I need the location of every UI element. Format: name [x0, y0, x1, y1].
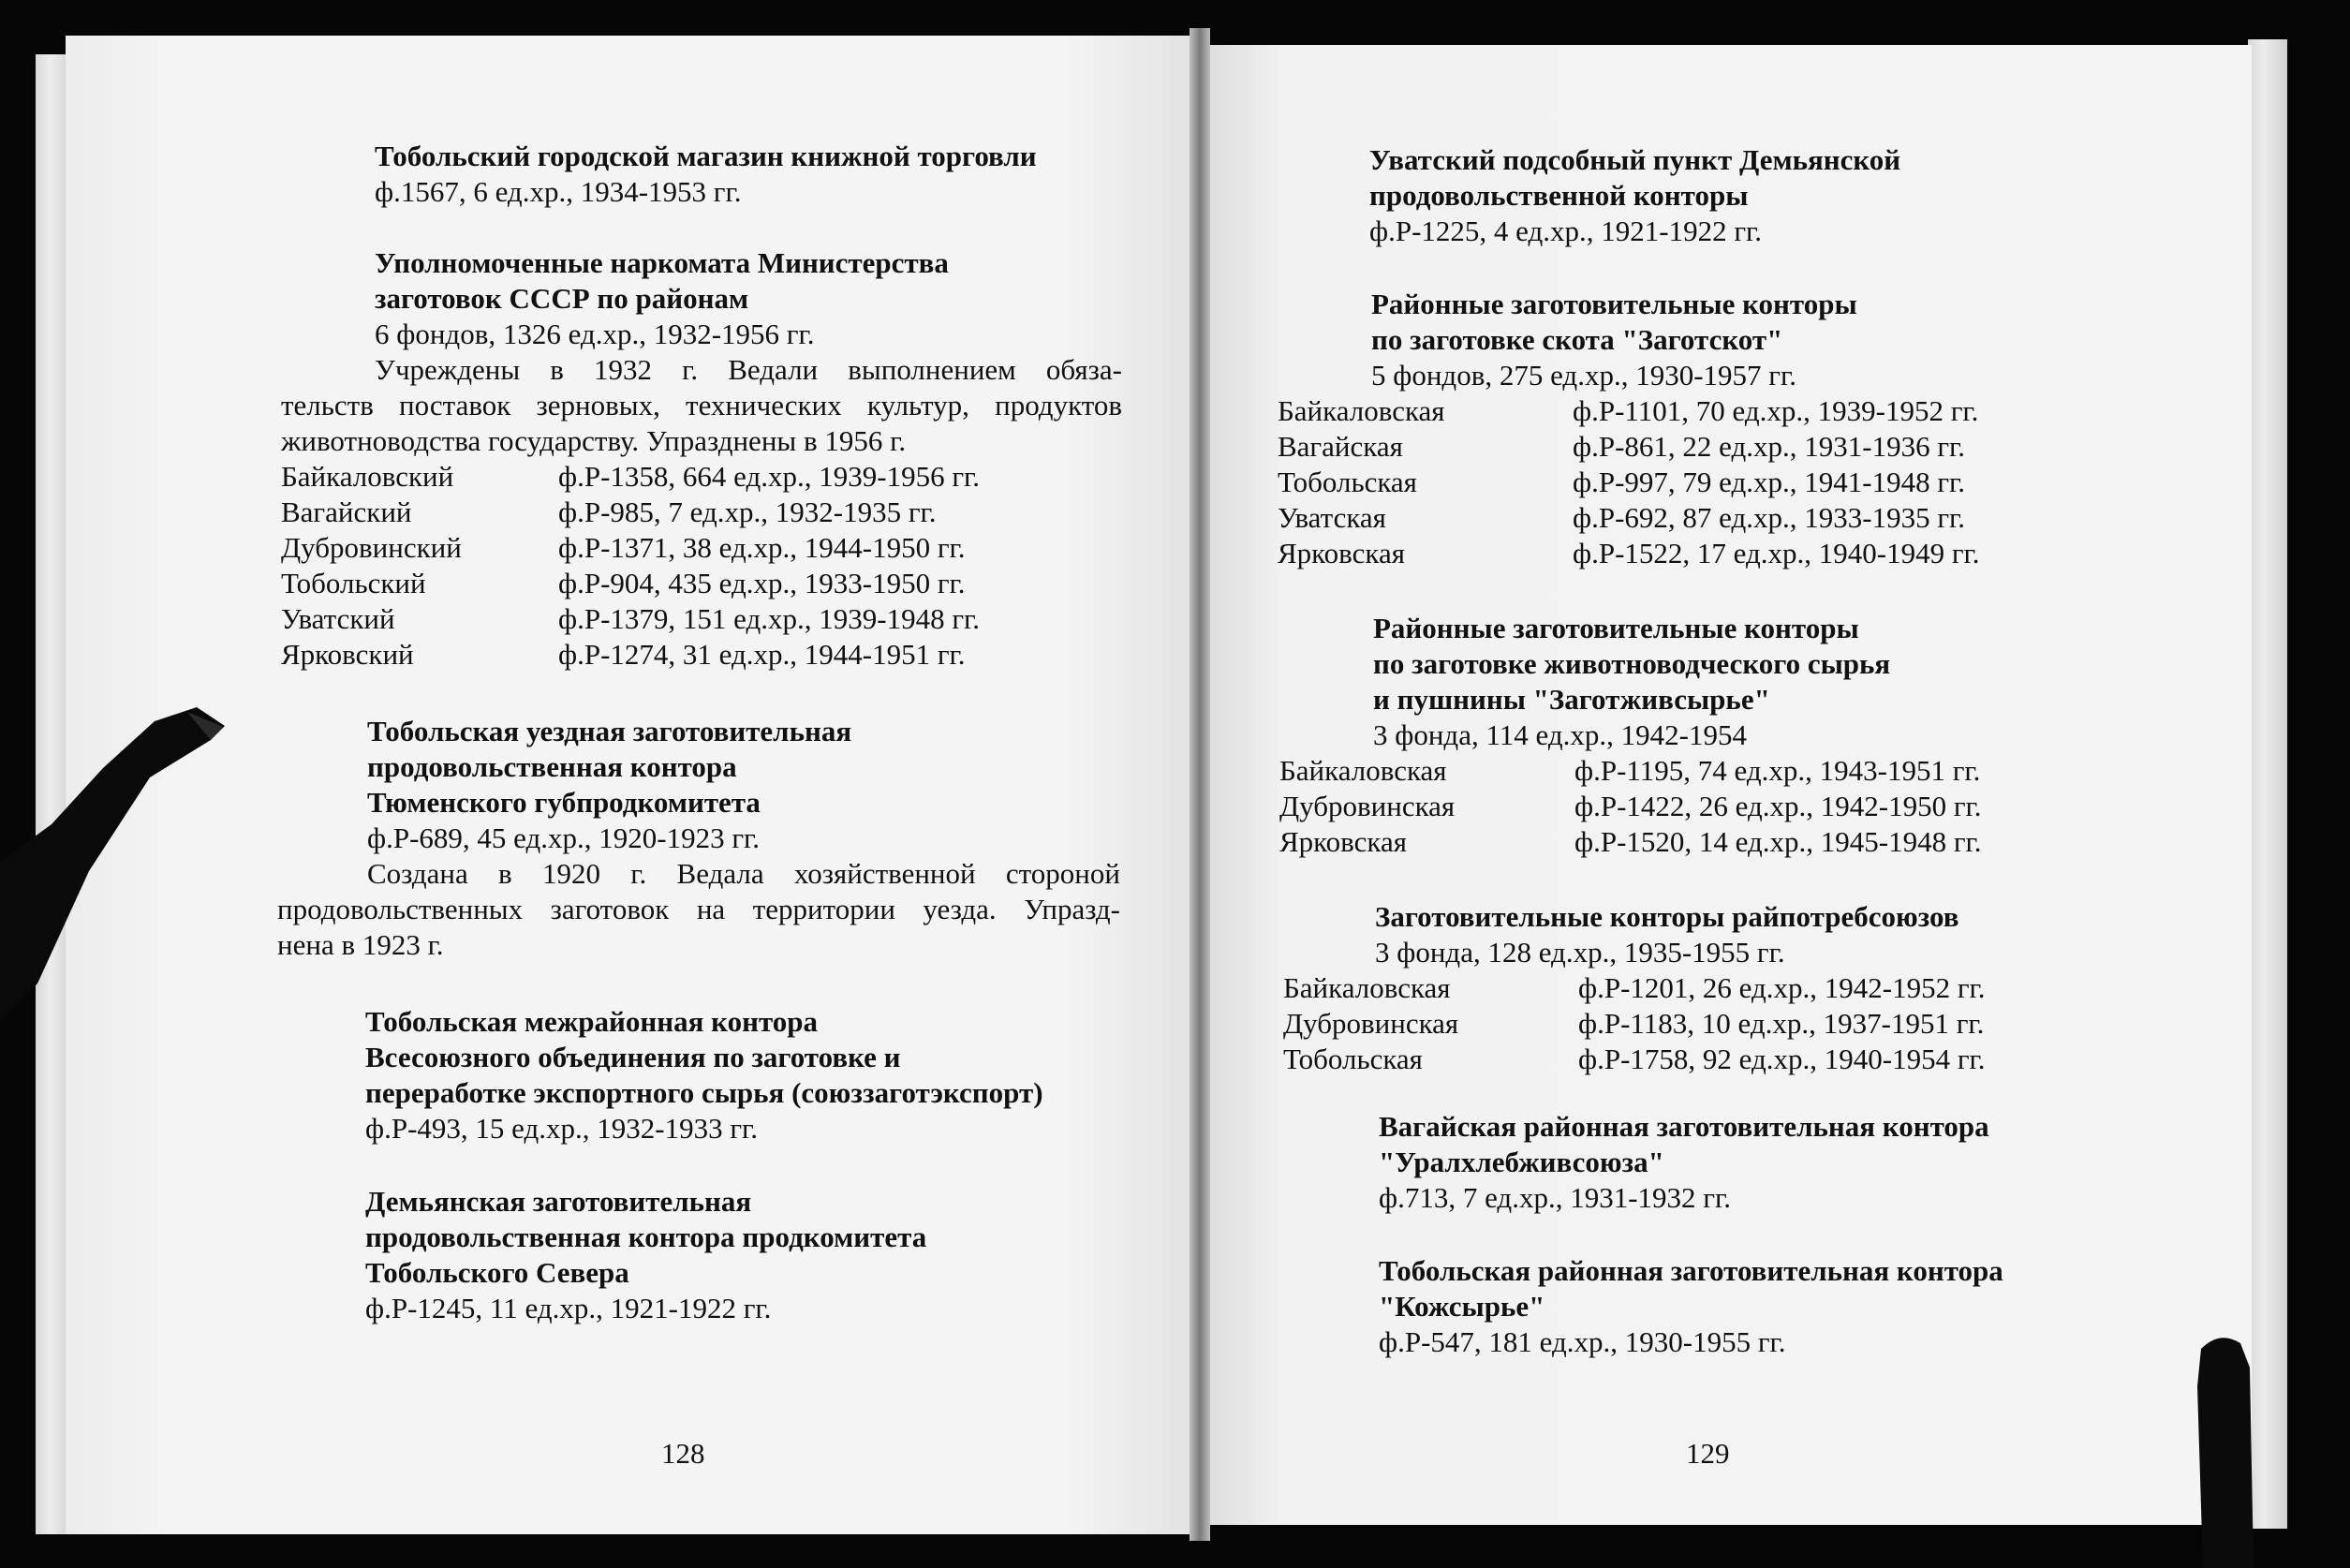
section-heading: "Кожсырье": [1379, 1290, 1545, 1323]
district-name: Тобольский: [281, 567, 426, 599]
district-name: Уватская: [1278, 501, 1386, 534]
fund-info: ф.713, 7 ед.хр., 1931-1932 гг.: [1379, 1181, 1731, 1214]
section-heading: Уполномоченные наркомата Министерства: [375, 246, 949, 279]
fund-row: [1279, 789, 2122, 824]
district-name: Ярковская: [1279, 825, 1407, 858]
section-heading: и пушнины "Заготживсырье": [1373, 683, 1770, 716]
fund-info: ф.Р-689, 45 ед.хр., 1920-1923 гг.: [367, 821, 761, 854]
fund-info: ф.Р-1225, 4 ед.хр., 1921-1922 гг.: [1369, 214, 1763, 247]
right-page-edges: [2248, 39, 2287, 1529]
district-name: Вагайская: [1278, 430, 1403, 463]
right-section-6: [1379, 1253, 2128, 1360]
page-number: 128: [661, 1437, 705, 1470]
right-section-4: [1283, 899, 2126, 1077]
description-line: тельств поставок зерновых, технических культур, продуктов: [281, 389, 1122, 422]
fund-row: [281, 566, 1122, 601]
fund-info: ф.Р-1245, 11 ед.хр., 1921-1922 гг.: [365, 1292, 772, 1324]
district-name: Тобольская: [1278, 466, 1417, 498]
fund-row: [281, 530, 1122, 566]
fund-ref: ф.Р-985, 7 ед.хр., 1932-1935 гг.: [558, 496, 937, 528]
section-heading: Заготовительные конторы райпотребсоюзов: [1375, 900, 1959, 933]
fund-ref: ф.Р-861, 22 ед.хр., 1931-1936 гг.: [1573, 430, 1966, 463]
section-heading: продовольственной конторы: [1369, 179, 1749, 212]
section-heading: переработке экспортного сырья (союззаготэкспорт): [365, 1076, 1043, 1109]
section-heading: Вагайская районная заготовительная контора: [1379, 1110, 1989, 1143]
fund-row: [1283, 970, 2126, 1006]
description-line: Учреждены в 1932 г. Ведали выполнением обяза-: [375, 353, 1122, 386]
fund-row: [1283, 1042, 2126, 1077]
page-number: 129: [1686, 1437, 1730, 1470]
bookmark-ribbon: [2182, 1330, 2267, 1568]
fund-ref: ф.Р-692, 87 ед.хр., 1933-1935 гг.: [1573, 501, 1966, 534]
fund-info: 3 фонда, 114 ед.хр., 1942-1954: [1373, 718, 1748, 751]
section-heading: Тобольская районная заготовительная контора: [1379, 1254, 2003, 1287]
fund-row: [1278, 393, 2121, 429]
section-heading: Тобольский городской магазин книжной торговли: [375, 140, 1037, 172]
fund-info: 6 фондов, 1326 ед.хр., 1932-1956 гг.: [375, 318, 815, 350]
fund-ref: ф.Р-997, 79 ед.хр., 1941-1948 гг.: [1573, 466, 1966, 498]
right-section-5: [1379, 1109, 2128, 1216]
section-heading: продовольственная контора продкомитета: [365, 1220, 927, 1253]
fund-row: [281, 637, 1122, 673]
book-gutter: [1190, 28, 1210, 1541]
district-name: Дубровинская: [1279, 790, 1456, 822]
section-heading: по заготовке скота "Заготскот": [1371, 323, 1783, 356]
district-name: Уватский: [281, 602, 395, 635]
fund-info: 5 фондов, 275 ед.хр., 1930-1957 гг.: [1371, 359, 1796, 392]
fund-info: ф.1567, 6 ед.хр., 1934-1953 гг.: [375, 175, 742, 208]
district-name: Тобольская: [1283, 1043, 1423, 1075]
section-heading: Тобольская межрайонная контора: [365, 1005, 818, 1038]
left-section-4: [365, 1004, 1133, 1146]
fund-row: [281, 601, 1122, 637]
left-section-3: [277, 714, 1120, 963]
right-section-3: [1279, 611, 2122, 860]
district-name: Байкаловская: [1278, 394, 1445, 427]
right-section-2: [1278, 287, 2121, 571]
fund-ref: ф.Р-904, 435 ед.хр., 1933-1950 гг.: [558, 567, 966, 599]
fund-ref: ф.Р-1371, 38 ед.хр., 1944-1950 гг.: [558, 531, 966, 564]
district-name: Дубровинский: [281, 531, 462, 564]
fund-row: [1283, 1006, 2126, 1042]
fund-ref: ф.Р-1379, 151 ед.хр., 1939-1948 гг.: [558, 602, 981, 635]
district-name: Ярковский: [281, 638, 414, 671]
left-section-2: [281, 245, 1122, 673]
section-heading: Тобольского Севера: [365, 1256, 629, 1289]
section-heading: "Уралхлебживсоюза": [1379, 1146, 1664, 1178]
section-heading: Всесоюзного объединения по заготовке и: [365, 1041, 901, 1073]
section-heading: Районные заготовительные конторы: [1371, 288, 1857, 320]
district-name: Байкаловская: [1279, 754, 1447, 787]
description-line: нена в 1923 г.: [277, 928, 444, 961]
left-section-5: [365, 1184, 1133, 1326]
section-heading: продовольственная контора: [367, 750, 737, 783]
fund-info: ф.Р-547, 181 ед.хр., 1930-1955 гг.: [1379, 1325, 1786, 1358]
fund-ref: ф.Р-1522, 17 ед.хр., 1940-1949 гг.: [1573, 537, 1980, 570]
district-name: Ярковская: [1278, 537, 1405, 570]
fund-info: ф.Р-493, 15 ед.хр., 1932-1933 гг.: [365, 1112, 759, 1145]
fund-row: [1279, 753, 2122, 789]
fund-ref: ф.Р-1201, 26 ед.хр., 1942-1952 гг.: [1578, 971, 1986, 1004]
fund-row: [1278, 500, 2121, 536]
fund-ref: ф.Р-1101, 70 ед.хр., 1939-1952 гг.: [1573, 394, 1979, 427]
district-name: Байкаловская: [1283, 971, 1451, 1004]
description-line: Создана в 1920 г. Ведала хозяйственной стороной: [367, 857, 1120, 890]
section-heading: Тюменского губпродкомитета: [367, 786, 761, 819]
page-holder-strap: [0, 0, 244, 1030]
fund-row: [281, 495, 1122, 530]
fund-row: [1279, 824, 2122, 860]
fund-info: 3 фонда, 128 ед.хр., 1935-1955 гг.: [1375, 936, 1785, 969]
fund-row: [281, 459, 1122, 495]
description-line: животноводства государству. Упразднены в 1956 г.: [281, 424, 907, 457]
fund-ref: ф.Р-1422, 26 ед.хр., 1942-1950 гг.: [1574, 790, 1982, 822]
district-name: Дубровинская: [1283, 1007, 1459, 1040]
right-section-1: [1369, 142, 2212, 249]
fund-ref: ф.Р-1358, 664 ед.хр., 1939-1956 гг.: [558, 460, 981, 493]
fund-ref: ф.Р-1758, 92 ед.хр., 1940-1954 гг.: [1578, 1043, 1986, 1075]
district-name: Байкаловский: [281, 460, 454, 493]
district-name: Вагайский: [281, 496, 412, 528]
description-line: продовольственных заготовок на территории уезда. Упразд-: [277, 893, 1120, 925]
section-heading: заготовок СССР по районам: [375, 282, 749, 315]
section-heading: Демьянская заготовительная: [365, 1185, 752, 1218]
fund-row: [1278, 429, 2121, 465]
fund-ref: ф.Р-1195, 74 ед.хр., 1943-1951 гг.: [1574, 754, 1981, 787]
section-heading: Районные заготовительные конторы: [1373, 612, 1859, 644]
section-heading: Тобольская уездная заготовительная: [367, 715, 852, 747]
fund-row: [1278, 465, 2121, 500]
fund-row: [1278, 536, 2121, 571]
section-heading: по заготовке животноводческого сырья: [1373, 647, 1891, 680]
left-section-1: [375, 139, 1124, 210]
fund-ref: ф.Р-1183, 10 ед.хр., 1937-1951 гг.: [1578, 1007, 1985, 1040]
fund-ref: ф.Р-1520, 14 ед.хр., 1945-1948 гг.: [1574, 825, 1982, 858]
fund-ref: ф.Р-1274, 31 ед.хр., 1944-1951 гг.: [558, 638, 966, 671]
section-heading: Уватский подсобный пункт Демьянской: [1369, 143, 1901, 176]
